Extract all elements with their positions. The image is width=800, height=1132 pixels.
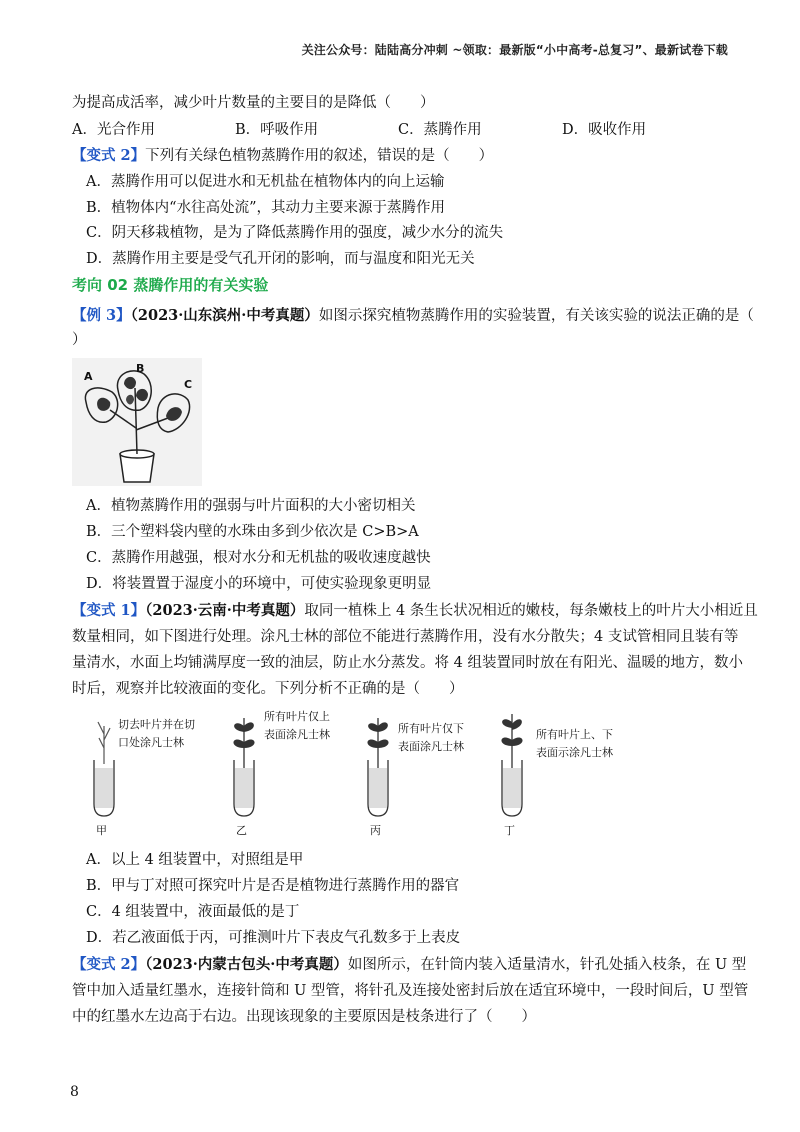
- tube-yi: [233, 709, 330, 836]
- question-v2b: [72, 955, 746, 975]
- option-b: B．三个塑料袋内壁的水珠由多到少依次是 C>B>A: [86, 524, 419, 540]
- option-c: C．阴天移栽植物，是为了降低蒸腾作用的强度，减少水分的流失: [86, 225, 504, 241]
- tube-note: 所有叶片上、下: [536, 728, 613, 741]
- question-tag: 【变式 2】: [72, 147, 146, 164]
- option-d: D．将装置置于湿度小的环境中，可使实验现象更明显: [86, 576, 432, 592]
- question-stem: 如图示探究植物蒸腾作用的实验装置，有关该实验的说法正确的是（: [318, 308, 754, 324]
- option-b: B．植物体内“水往高处流”，其动力主要来源于蒸腾作用: [86, 200, 445, 216]
- question-stem: 下列有关绿色植物蒸腾作用的叙述，错误的是（ ）: [145, 148, 494, 164]
- question-stem-cont: 数量相同，如下图进行处理。涂凡士林的部位不能进行蒸腾作用，没有水分散失；4 支试管相同且装有等: [72, 629, 739, 645]
- question-stem-cont: 管中加入适量红墨水，连接针筒和 U 型管，将针孔及连接处密封后放在适宜环境中，一段时间后，U 型管: [72, 983, 749, 999]
- tube-bing: [367, 718, 464, 836]
- plant-bag-figure: [72, 358, 202, 486]
- question-ex3: [72, 306, 754, 326]
- tube-name: 丙: [370, 824, 381, 836]
- tube-note: 切去叶片并在切: [118, 718, 195, 731]
- tube-name: 丁: [504, 824, 515, 836]
- question-stem-cont: ）: [72, 332, 87, 348]
- option-d: D．若乙液面低于丙，可推测叶片下表皮气孔数多于上表皮: [86, 930, 461, 946]
- tube-note: 所有叶片仅下: [398, 722, 464, 735]
- tube-note: 表面示涂凡士林: [536, 746, 613, 759]
- question-stem: 如图所示，在针筒内装入适量清水，针孔处插入枝条，在 U 型: [347, 957, 747, 973]
- question-v2a: [72, 146, 493, 166]
- test-tubes-figure: [82, 704, 642, 836]
- question-v1: [72, 601, 758, 621]
- question-stem-cont: 量清水，水面上均铺满厚度一致的油层，防止水分蒸发。将 4 组装置同时放在有阳光、温暖的地方，数小: [72, 655, 743, 671]
- tube-note: 表面涂凡士林: [398, 740, 464, 753]
- option-a: A．植物蒸腾作用的强弱与叶片面积的大小密切相关: [86, 498, 416, 514]
- tube-ding: [501, 714, 613, 836]
- tube-name: 甲: [96, 824, 107, 836]
- question-source: （2023·山东滨州·中考真题）: [130, 307, 319, 324]
- option-a: A．光合作用: [72, 122, 155, 138]
- option-b: B．呼吸作用: [235, 122, 319, 138]
- option-b: B．甲与丁对照可探究叶片是否是植物进行蒸腾作用的器官: [86, 878, 460, 894]
- option-c: C．蒸腾作用: [398, 122, 482, 138]
- option-a: A．蒸腾作用可以促进水和无机盐在植物体内的向上运输: [86, 174, 445, 190]
- label-c: C: [184, 378, 193, 391]
- option-c: C．蒸腾作用越强，根对水分和无机盐的吸收速度越快: [86, 550, 431, 566]
- label-a: A: [84, 370, 93, 383]
- question-tag: 【变式 2】: [72, 956, 146, 973]
- question-stem: 为提高成活率，减少叶片数量的主要目的是降低（ ）: [72, 95, 435, 111]
- tube-note: 所有叶片仅上: [264, 710, 330, 723]
- option-c: C．4 组装置中，液面最低的是丁: [86, 904, 300, 920]
- question-stem-cont: 时后，观察并比较液面的变化。下列分析不正确的是（ ）: [72, 681, 464, 697]
- tube-note: 口处涂凡士林: [118, 736, 184, 749]
- label-b: B: [136, 362, 145, 375]
- tube-jia: [94, 717, 195, 836]
- page-number: 8: [70, 1084, 79, 1100]
- question-tag: 【变式 1】: [72, 602, 146, 619]
- question-source: （2023·云南·中考真题）: [145, 602, 305, 619]
- option-d: D．吸收作用: [562, 122, 647, 138]
- option-d: D．蒸腾作用主要是受气孔开闭的影响，而与温度和阳光无关: [86, 251, 475, 267]
- section-heading: 考向 02 蒸腾作用的有关实验: [72, 276, 269, 294]
- question-source: （2023·内蒙古包头·中考真题）: [145, 956, 348, 973]
- option-a: A．以上 4 组装置中，对照组是甲: [86, 852, 304, 868]
- page-header: 关注公众号：陆陆高分冲刺 ~领取：最新版“小中高考-总复习”、最新试卷下载: [301, 43, 728, 57]
- tube-note: 表面涂凡士林: [264, 728, 330, 741]
- question-tag: 【例 3】: [72, 307, 131, 324]
- question-stem: 取同一植株上 4 条生长状况相近的嫩枝，每条嫩枝上的叶片大小相近且: [304, 603, 758, 619]
- question-stem-cont: 中的红墨水左边高于右边。出现该现象的主要原因是枝条进行了（ ）: [72, 1009, 536, 1025]
- tube-name: 乙: [236, 824, 247, 836]
